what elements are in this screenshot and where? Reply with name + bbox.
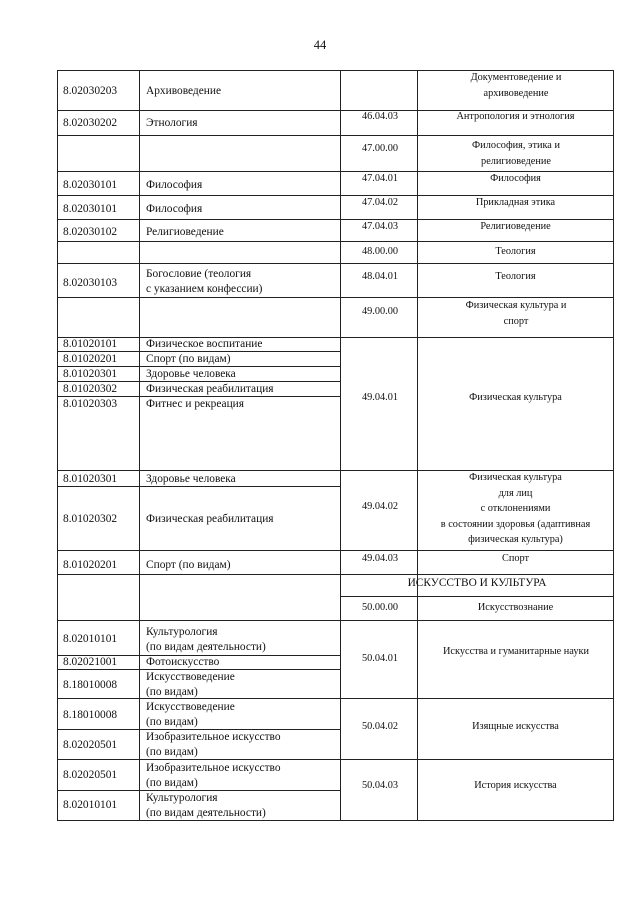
name-cell: Здоровье человека [146, 368, 236, 380]
name-cell: Фотоискусство [146, 656, 220, 668]
direction-cell: Антропология и этнология [456, 111, 575, 122]
direction-line: Физическая культура [469, 472, 562, 483]
name-cell: Философия [146, 203, 203, 215]
name-cell: Физическая реабилитация [146, 513, 274, 525]
name-cell: Культурология [146, 792, 218, 804]
code-cell: 8.01020302 [63, 513, 118, 525]
name-cell: Спорт (по видам) [146, 353, 231, 365]
code-cell: 8.18010008 [63, 679, 118, 691]
name-cell: (по видам деятельности) [146, 807, 266, 819]
code-cell: 8.01020201 [63, 559, 118, 571]
dir-code-cell: 48.00.00 [361, 246, 399, 257]
direction-line: для лиц [498, 487, 533, 499]
dir-code-cell: 49.00.00 [361, 306, 399, 317]
direction-cell: Теология [495, 271, 536, 282]
direction-cell: Искусствознание [477, 602, 554, 613]
dir-code-cell: 48.04.01 [361, 271, 399, 282]
dir-code-cell: 49.04.03 [361, 553, 399, 564]
code-cell: 8.01020302 [63, 383, 118, 395]
dir-code-cell: 46.04.03 [361, 111, 399, 122]
name-cell: Фитнес и рекреация [146, 398, 245, 410]
code-cell: 8.02030203 [63, 85, 118, 97]
code-cell: 8.18010008 [63, 709, 118, 721]
code-cell: 8.02021001 [63, 656, 118, 668]
name-cell: (по видам) [146, 716, 198, 728]
name-cell: Богословие (теология [146, 268, 252, 280]
code-cell: 8.02030101 [63, 179, 118, 191]
direction-cell: Документоведение и архивоведение [470, 72, 562, 99]
name-cell: (по видам) [146, 746, 198, 758]
code-cell: 8.01020201 [63, 353, 118, 365]
direction-cell: Спорт [501, 553, 530, 564]
code-cell: 8.02020501 [63, 769, 118, 781]
direction-cell: Искусства и гуманитарные науки [442, 646, 590, 657]
code-cell: 8.02010101 [63, 799, 118, 811]
code-cell: 8.02030102 [63, 226, 118, 238]
code-cell: 8.02030103 [63, 277, 118, 289]
name-cell: Архивоведение [146, 85, 222, 97]
name-cell: Физическая реабилитация [146, 383, 274, 395]
dir-code-cell: 50.00.00 [361, 602, 399, 613]
direction-cell [417, 470, 614, 548]
direction-cell: Философия, этика и религиоведение [472, 140, 560, 167]
direction-cell: Теология [495, 246, 536, 257]
direction-cell: Религиоведение [480, 221, 551, 232]
dir-code-cell: 49.04.02 [361, 501, 399, 512]
direction-cell: Прикладная этика [475, 197, 556, 208]
code-cell: 8.01020301 [63, 473, 118, 485]
code-cell: 8.02020501 [63, 739, 118, 751]
direction-cell: Физическая культура [469, 392, 562, 403]
name-cell: Здоровье человека [146, 473, 236, 485]
page-number: 44 [313, 38, 327, 52]
dir-code-cell: 50.04.02 [361, 721, 399, 732]
dir-code-cell: 49.04.01 [361, 392, 399, 403]
name-cell: Изобразительное искусство [146, 762, 281, 774]
direction-cell: Философия [490, 173, 541, 184]
direction-line: физическая культура) [468, 534, 563, 545]
code-cell: 8.02010101 [63, 633, 118, 645]
direction-cell: Изящные искусства [472, 721, 559, 732]
dir-code-cell: 47.04.02 [361, 197, 399, 208]
name-cell: Культурология [146, 626, 218, 638]
code-cell: 8.01020101 [63, 338, 118, 350]
direction-line: с отклонениями [480, 503, 551, 514]
name-cell: Искусствоведение [146, 701, 235, 713]
name-cell: Религиоведение [146, 226, 224, 238]
name-cell: с указанием конфессии) [146, 283, 263, 295]
code-cell: 8.01020301 [63, 368, 118, 380]
name-cell: Спорт (по видам) [146, 559, 231, 571]
code-cell: 8.01020303 [63, 398, 118, 410]
name-cell: (по видам) [146, 777, 198, 789]
dir-code-cell: 47.04.01 [361, 173, 399, 184]
name-cell: (по видам) [146, 686, 198, 698]
direction-cell: История искусства [474, 780, 557, 791]
dir-code-cell: 47.00.00 [361, 143, 399, 154]
name-cell: Изобразительное искусство [146, 731, 281, 743]
dir-code-cell: 50.04.03 [361, 780, 399, 791]
dir-code-cell: 47.04.03 [361, 221, 399, 232]
dir-code-cell: 50.04.01 [361, 653, 399, 664]
section-header: ИСКУССТВО И КУЛЬТУРА [407, 577, 547, 589]
direction-cell: Физическая культура и спорт [465, 300, 567, 327]
name-cell: Философия [146, 179, 203, 191]
name-cell: (по видам деятельности) [146, 641, 266, 653]
code-cell: 8.02030202 [63, 117, 118, 129]
name-cell: Искусствоведение [146, 671, 235, 683]
code-cell: 8.02030101 [63, 203, 118, 215]
name-cell: Этнология [146, 117, 198, 129]
direction-line: в состоянии здоровья (адаптивная [440, 518, 591, 530]
name-cell: Физическое воспитание [146, 338, 263, 350]
